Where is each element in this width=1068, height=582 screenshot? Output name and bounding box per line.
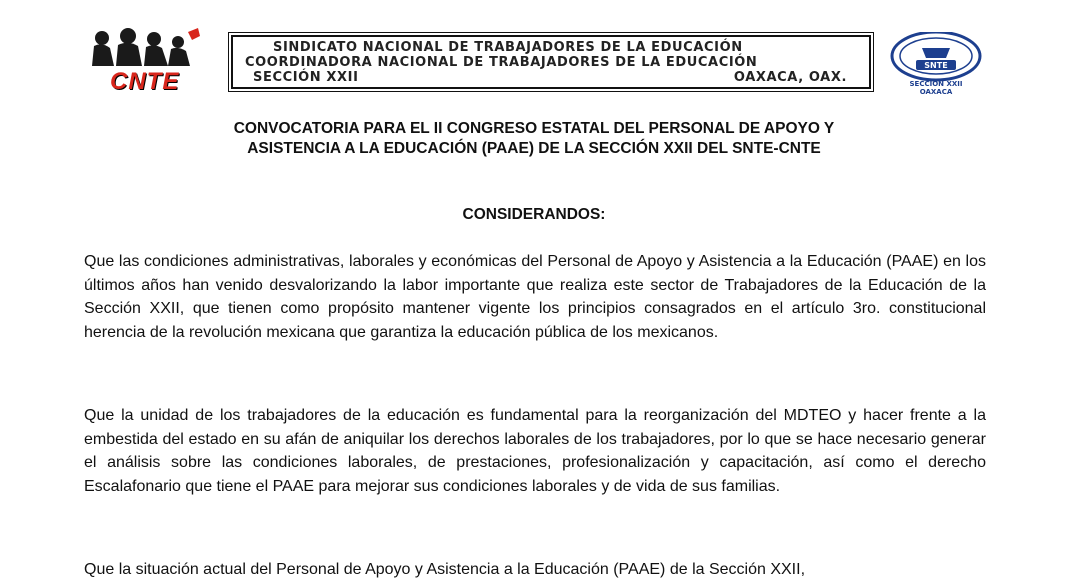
header-line-2: COORDINADORA NACIONAL DE TRABAJADORES DE LA EDUCACIÓN (245, 55, 758, 70)
paragraph-3: Que la situación actual del Personal de Apoyo y Asistencia a la Educación (PAAE) de la Sección XXII, (84, 561, 806, 578)
header-location: OAXACA, OAX. (733, 70, 847, 85)
paragraph-1: Que las condiciones administrativas, laborales y económicas del Personal de Apoyo y Asistencia a la Educación (PAAE) en los últimos años han venido desvalorizando la labor importante que realiza este sector de Trabajadores de la Educación de la Sección XXII, que tienen como propósito mantener vigente los principios consagrados en el artículo 3ro. constitucional herencia de la revolución mexicana que garantiza la educación pública de los mexicanos. (84, 253, 986, 341)
snte-logo-caption: SECCION XXII OAXACA (909, 80, 963, 96)
header-section: SECCIÓN XXII (253, 70, 359, 85)
title-line-1: CONVOCATORIA PARA EL II CONGRESO ESTATAL DEL PERSONAL DE APOYO Y (233, 120, 835, 137)
header-line-1: SINDICATO NACIONAL DE TRABAJADORES DE LA EDUCACIÓN (273, 40, 743, 55)
cnte-logo (88, 26, 214, 95)
union-header-box (231, 35, 871, 89)
title-line-2: ASISTENCIA A LA EDUCACIÓN (PAAE) DE LA SECCIÓN XXII DEL SNTE-CNTE (247, 140, 821, 157)
snte-logo-text: SNTE (924, 61, 948, 70)
snte-seal-icon (886, 32, 986, 82)
paragraph-2: Que la unidad de los trabajadores de la educación es fundamental para la reorganización del MDTEO y hacer frente a la embestida del estado en su afán de aniquilar los derechos laborales de los trabajadores, por lo que se hace necesario generar el análisis sobre las condiciones laborales, de prestaciones, profesionalización y capacitación, así como el derecho Escalafonario que tiene el PAAE para mejorar sus condiciones laborales y de vida de sus familias. (84, 407, 986, 495)
section-heading: CONSIDERANDOS: (462, 206, 606, 223)
cnte-logo-text: CNTE (110, 68, 180, 95)
snte-logo (886, 32, 986, 98)
document-title (84, 119, 984, 159)
